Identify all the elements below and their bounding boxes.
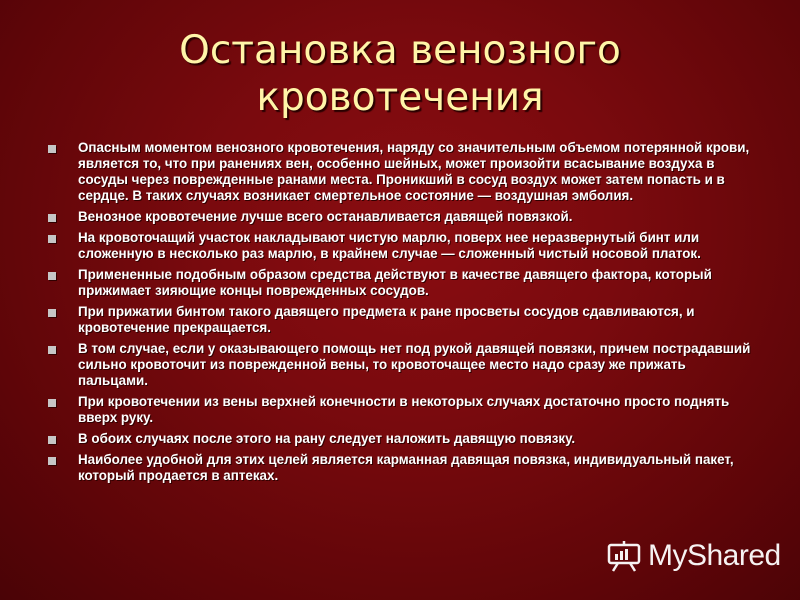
bullet-item (48, 230, 758, 262)
bullet-item (48, 452, 758, 484)
bullet-text: При кровотечении из вены верхней конечности в некоторых случаях достаточно просто поднять вверх руку. (78, 394, 730, 425)
bullet-item (48, 209, 758, 225)
bullet-item (48, 431, 758, 447)
presentation-board-icon (606, 539, 642, 573)
bullet-item (48, 267, 758, 299)
bullet-text: Наиболее удобной для этих целей является карманная давящая повязка, индивидуальный пакет, который продается в аптеках. (78, 452, 734, 483)
square-bullet-icon (48, 457, 56, 465)
square-bullet-icon (48, 346, 56, 354)
slide-title: Остановка венозного кровотечения (179, 28, 621, 120)
bullet-text: Примененные подобным образом средства действуют в качестве давящего фактора, который прижимает зияющие концы поврежденных сосудов. (78, 267, 712, 298)
bullet-text: В обоих случаях после этого на рану следует наложить давящую повязку. (78, 431, 576, 446)
square-bullet-icon (48, 235, 56, 243)
bullet-item (48, 140, 758, 204)
square-bullet-icon (48, 436, 56, 444)
bullet-item (48, 304, 758, 336)
bullet-text: На кровоточащий участок накладывают чистую марлю, поверх нее неразвернутый бинт или сложенную в несколько раз марлю, в крайнем случае — сложенный чистый носовой платок. (78, 230, 701, 261)
bullet-item (48, 341, 758, 389)
square-bullet-icon (48, 272, 56, 280)
myshared-watermark[interactable] (606, 536, 781, 576)
bullet-text: Венозное кровотечение лучше всего останавливается давящей повязкой. (78, 209, 573, 224)
watermark-text: MyShared (648, 539, 781, 572)
bullet-list (48, 140, 758, 489)
square-bullet-icon (48, 145, 56, 153)
bullet-item (48, 394, 758, 426)
square-bullet-icon (48, 309, 56, 317)
square-bullet-icon (48, 399, 56, 407)
square-bullet-icon (48, 214, 56, 222)
bullet-text: В том случае, если у оказывающего помощь нет под рукой давящей повязки, причем пострадавший сильно кровоточит из поврежденной вены, то кровоточащее место надо сразу же прижать пальцами. (78, 341, 751, 388)
bullet-text: Опасным моментом венозного кровотечения, наряду со значительным объемом потерянной крови, является то, что при ранениях вен, особенно шейных, может произойти всасывание воздуха в сосуды через поврежденные ранами места. Проникший в сосуд воздух может затем попасть и в сердце. В таких случаях возникает смертельное состояние — воздушная эмболия. (78, 140, 750, 203)
bullet-text: При прижатии бинтом такого давящего предмета к ране просветы сосудов сдавливаются, и кровотечение прекращается. (78, 304, 695, 335)
